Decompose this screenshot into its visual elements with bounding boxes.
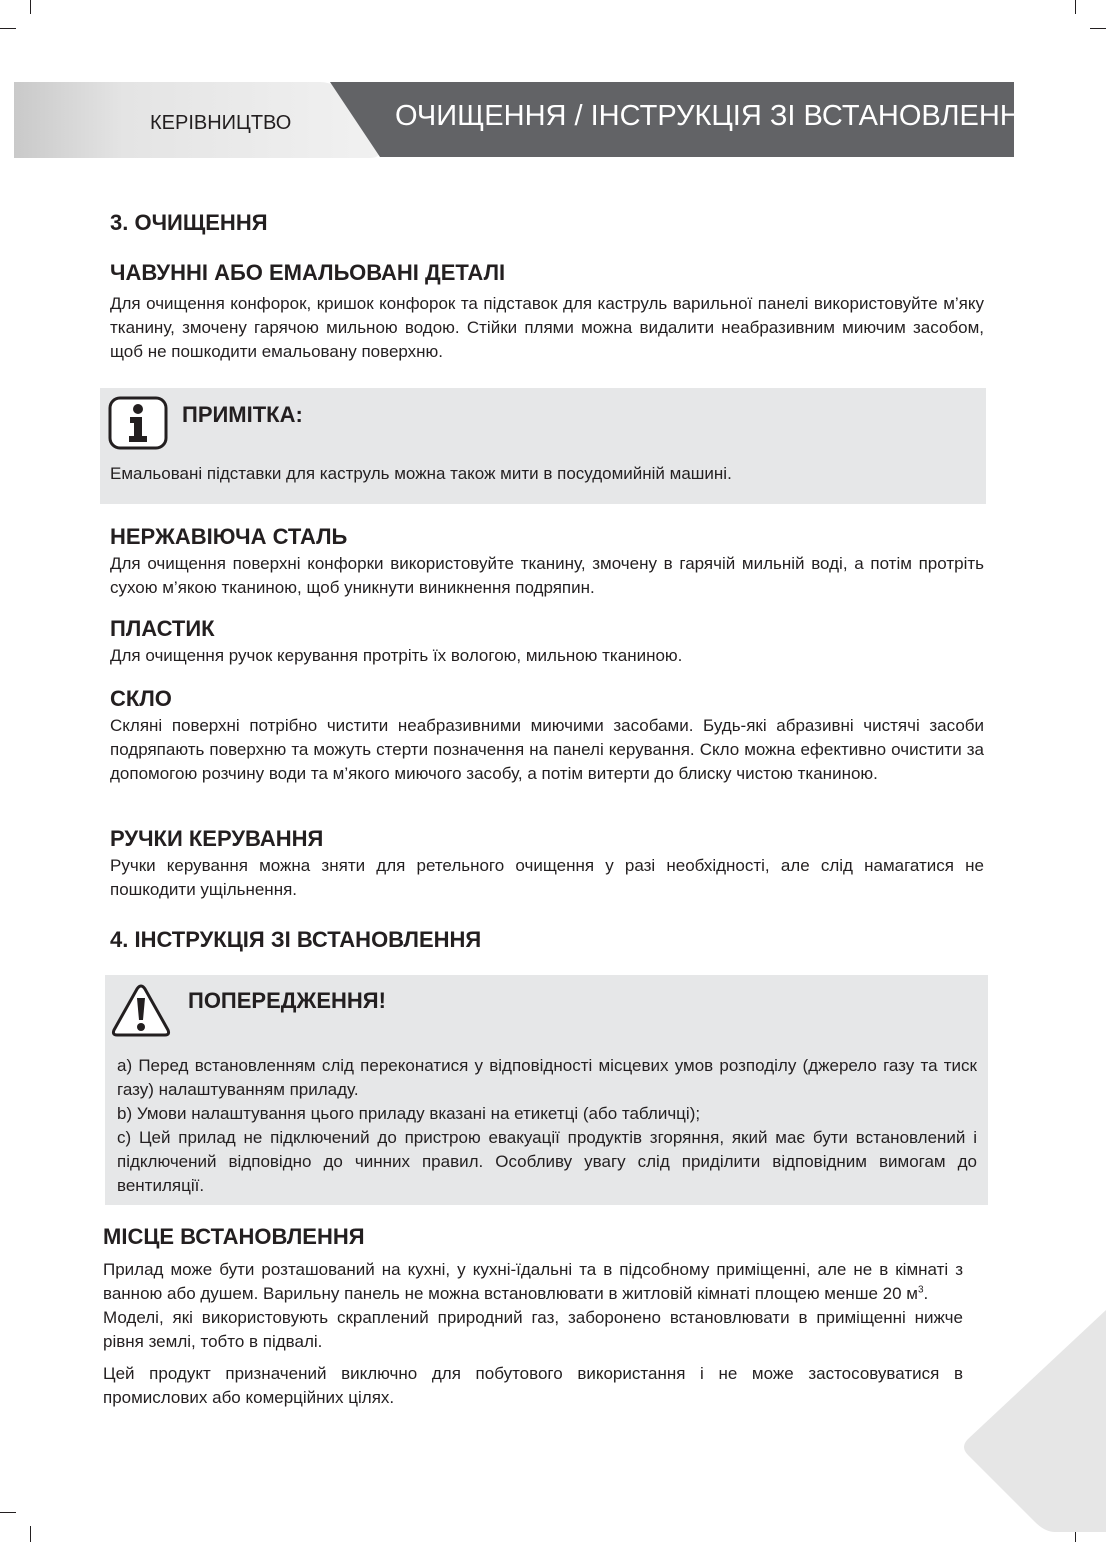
header-title: ОЧИЩЕННЯ / ІНСТРУКЦІЯ ЗІ ВСТАНОВЛЕННЯ [395,100,1042,132]
subsection-heading: ЧАВУННІ АБО ЕМАЛЬОВАНІ ДЕТАЛІ [110,260,506,285]
subsection-heading: ПЛАСТИК [110,616,215,641]
subsection-text: Для очищення поверхні конфорки використовуйте тканину, змочену в гарячій мильній воді, а потім протріть сухою м’якою тканиною, щоб уникнути виникнення подряпин. [110,554,984,597]
subsection-text: Для очищення конфорок, кришок конфорок та підставок для каструль варильної панелі використовуйте м’яку тканину, змочену гарячою мильною водою. Стійки плями можна видалити неабразивним миючим засобом, щоб не пошкодити емальовану поверхню. [110,294,984,361]
crop-mark [30,1526,31,1542]
warning-title: ПОПЕРЕДЖЕННЯ! [188,988,386,1013]
subsection-heading: РУЧКИ КЕРУВАННЯ [110,826,324,851]
location-p1-end: . [923,1284,929,1303]
location-paragraph-1 [103,1258,963,1306]
header-shapes [0,0,1106,170]
warning-item: b) Умови налаштування цього приладу вказані на етикетці (або табличці); [117,1104,701,1123]
plastic-section [110,616,984,668]
location-p1-sup: 3 [917,1284,924,1296]
subsection-heading: СКЛО [110,686,172,711]
location-paragraph-2: Моделі, які використовують скраплений природний газ, заборонено встановлювати в приміщенні нижче рівня землі, тобто в підвалі. [103,1308,963,1351]
note-text: Емальовані підставки для каструль можна також мити в посудомийній машині. [110,464,732,483]
section-4-title-wrap [110,927,984,953]
crop-mark [0,1512,16,1513]
knobs-section [110,826,984,902]
subsection-text: Скляні поверхні потрібно чистити неабразивними миючими засобами. Будь-які абразивні чистячі засоби подряпають поверхню та можуть стерти позначення на панелі керування. Скло можна ефективно очистити за допомогою розчину води та м’якого миючого засобу, а потім витерти до блиску чистою тканиною. [110,716,984,783]
warning-item: a) Перед встановленням слід переконатися у відповідності місцевих умов розподілу (джерело газу та тиск газу) налаштуванням приладу. [117,1056,977,1099]
location-p1-text: Прилад може бути розташований на кухні, у кухні-їдальні та в підсобному приміщенні, але не в кімнаті з ванною або душем. Варильну панель не можна встановлювати в житловій кімнаті площею менше 20 м [103,1260,963,1303]
page-header [0,0,1106,170]
page-corner-decoration [960,1310,1106,1532]
note-title: ПРИМІТКА: [182,402,303,427]
section-3-title-wrap [110,210,984,236]
warning-item: c) Цей прилад не підключений до пристрою евакуації продуктів згоряння, який має бути встановлений і підключений відповідно до чинних правил. Особливу увагу слід приділити відповідним вимогам до вентиляції. [117,1128,977,1195]
section-title: 3. ОЧИЩЕННЯ [110,210,268,235]
header-left-label: КЕРІВНИЦТВО [150,112,292,134]
glass-section [110,686,984,786]
subsection-heading: МІСЦЕ ВСТАНОВЛЕННЯ [103,1224,365,1249]
steel-section [110,524,984,600]
location-section [103,1224,963,1410]
location-paragraph-3: Цей продукт призначений виключно для побутового використання і не може застосовуватися в промислових або комерційних цілях. [103,1364,963,1407]
subsection-text: Ручки керування можна зняти для ретельного очищення у разі необхідності, але слід намагатися не пошкодити ущільнення. [110,856,984,899]
section-title: 4. ІНСТРУКЦІЯ ЗІ ВСТАНОВЛЕННЯ [110,927,482,952]
warning-triangle-icon [110,982,172,1038]
info-icon [108,396,168,450]
cast-iron-section [110,260,984,364]
subsection-text: Для очищення ручок керування протріть їх вологою, мильною тканиною. [110,646,683,665]
warning-list [117,1054,977,1198]
subsection-heading: НЕРЖАВІЮЧА СТАЛЬ [110,524,348,549]
